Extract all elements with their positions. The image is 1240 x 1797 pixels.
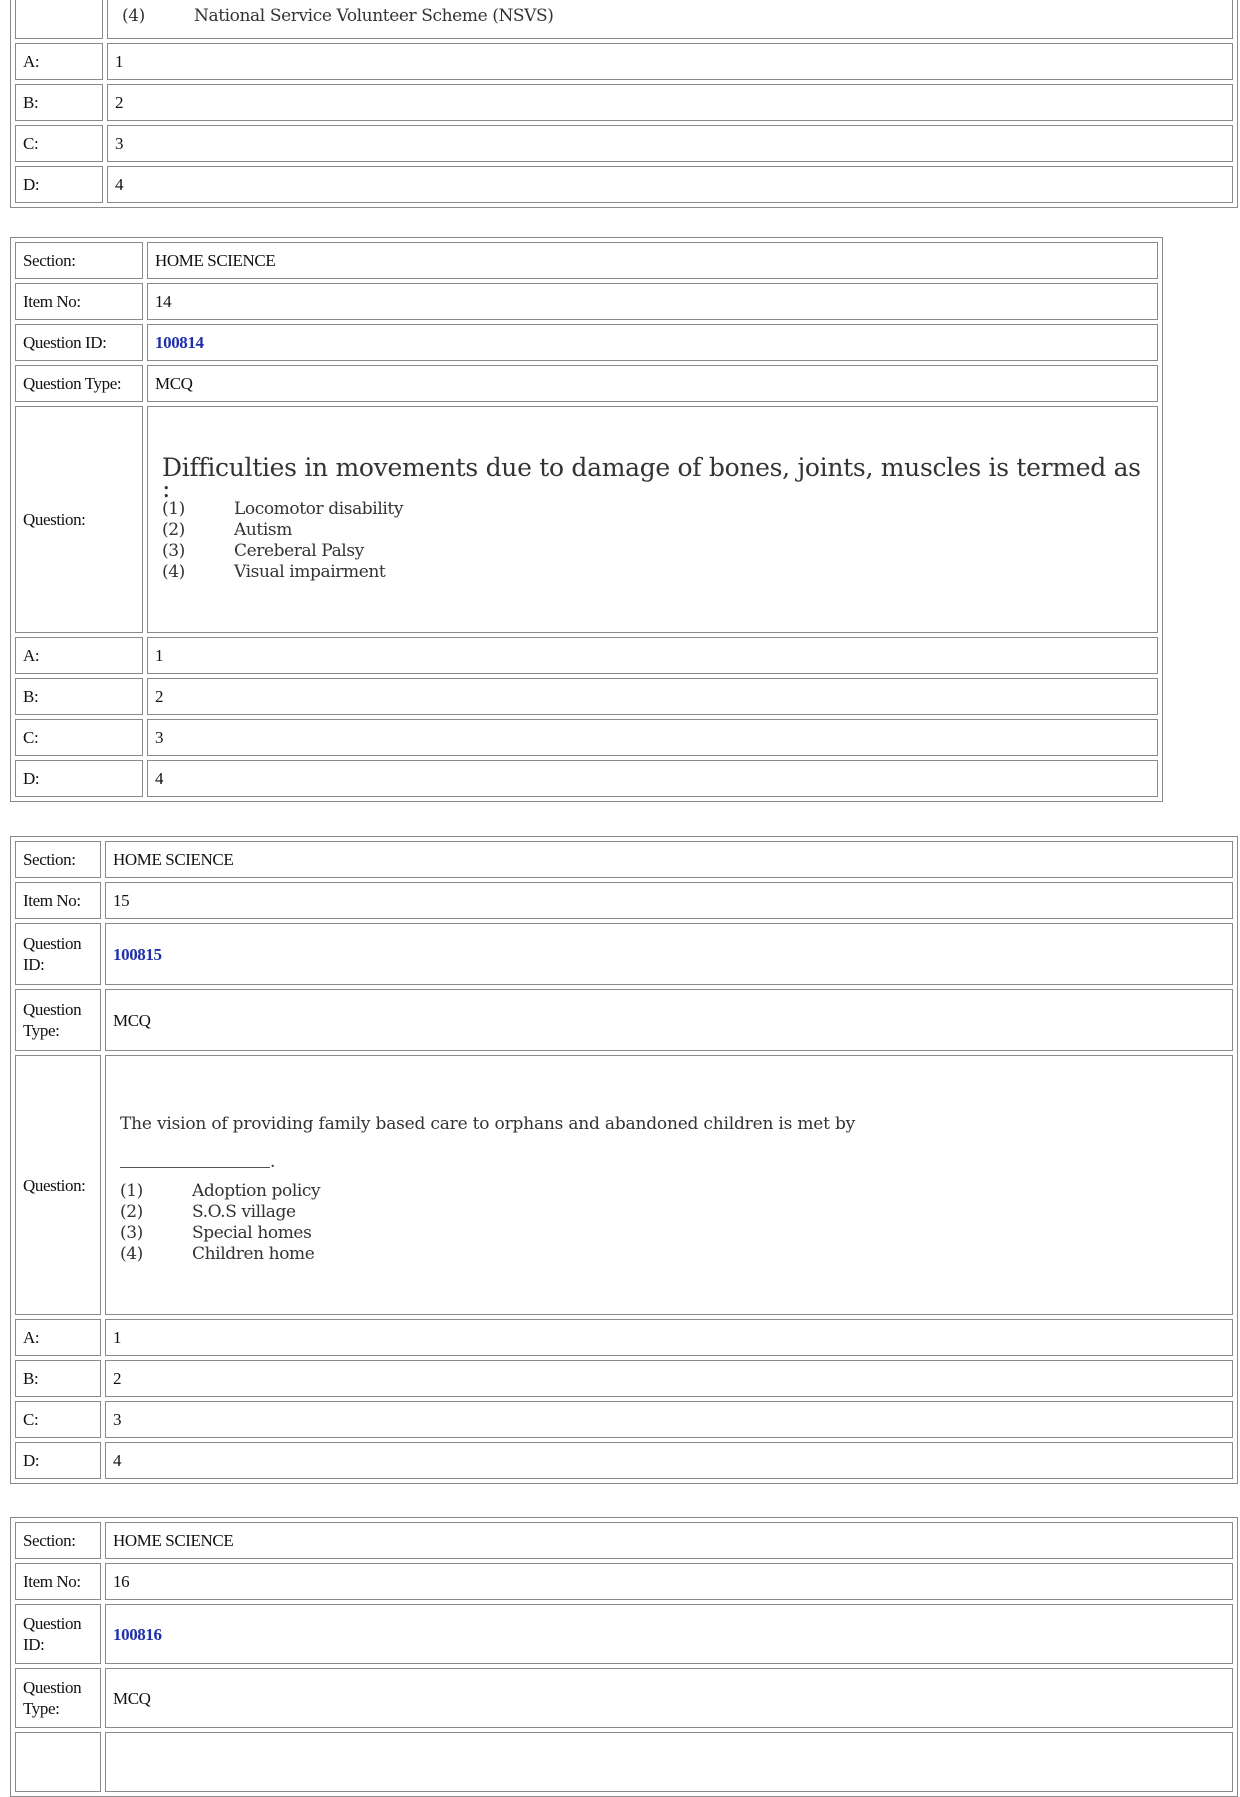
answer-c-value: 3 xyxy=(105,1401,1233,1438)
answer-b-value: 2 xyxy=(147,678,1158,715)
section-value: HOME SCIENCE xyxy=(147,242,1158,279)
option-number: (4) xyxy=(120,1244,143,1264)
question-body xyxy=(105,1055,1233,1315)
option-number: (4) xyxy=(122,5,145,26)
answer-a-value: 1 xyxy=(147,637,1158,674)
question-type-value: MCQ xyxy=(105,1668,1233,1728)
option-text: Cereberal Palsy xyxy=(234,540,364,561)
question-table-13-partial xyxy=(10,0,1238,208)
option-number: (3) xyxy=(120,1223,143,1243)
answer-a-label: A: xyxy=(15,637,143,674)
answer-c-value: 3 xyxy=(147,719,1158,756)
answer-d-value: 4 xyxy=(147,760,1158,797)
answer-d-label: D: xyxy=(15,166,103,203)
question-table-15 xyxy=(10,836,1238,1484)
answer-a-label: A: xyxy=(15,43,103,80)
question-id-value: 100815 xyxy=(105,923,1233,985)
question-label-cell xyxy=(15,1732,101,1792)
option-number: (3) xyxy=(162,540,185,561)
answer-a-value: 1 xyxy=(107,43,1233,80)
option-text: Autism xyxy=(234,519,292,540)
answer-a-value: 1 xyxy=(105,1319,1233,1356)
item-no-label: Item No: xyxy=(15,1563,101,1600)
question-type-label: Question Type: xyxy=(15,365,143,402)
option-2 xyxy=(120,1202,1225,1223)
question-id-value: 100814 xyxy=(147,324,1158,361)
option-number: (2) xyxy=(162,519,185,540)
answer-b-label: B: xyxy=(15,84,103,121)
option-1 xyxy=(120,1181,1225,1202)
item-no-label: Item No: xyxy=(15,882,101,919)
option-text: Visual impairment xyxy=(234,561,386,582)
section-label: Section: xyxy=(15,841,101,878)
question-body-cell xyxy=(107,0,1233,39)
answer-b-label: B: xyxy=(15,678,143,715)
section-label: Section: xyxy=(15,242,143,279)
item-no-label: Item No: xyxy=(15,283,143,320)
answer-d-label: D: xyxy=(15,760,143,797)
question-type-value: MCQ xyxy=(147,365,1158,402)
answer-d-label: D: xyxy=(15,1442,101,1479)
section-label: Section: xyxy=(15,1522,101,1559)
item-no-value: 15 xyxy=(105,882,1233,919)
option-4 xyxy=(162,562,1150,583)
item-no-value: 16 xyxy=(105,1563,1233,1600)
option-number: (4) xyxy=(162,561,185,582)
answer-c-label: C: xyxy=(15,719,143,756)
fill-in-blank xyxy=(120,1163,270,1168)
answer-b-value: 2 xyxy=(105,1360,1233,1397)
question-table-14 xyxy=(10,237,1163,802)
option-text: Locomotor disability xyxy=(234,498,404,519)
question-type-value: MCQ xyxy=(105,989,1233,1051)
question-stem-text: The vision of providing family based care to orphans and abandoned children is met by xyxy=(120,1114,856,1134)
question-id-label: Question ID: xyxy=(15,923,101,985)
question-stem xyxy=(120,1105,1225,1181)
option-text: Adoption policy xyxy=(192,1181,321,1201)
question-stem-end: . xyxy=(270,1152,276,1172)
answer-d-value: 4 xyxy=(105,1442,1233,1479)
answer-a-label: A: xyxy=(15,1319,101,1356)
option-text: Special homes xyxy=(192,1223,312,1243)
answer-b-label: B: xyxy=(15,1360,101,1397)
option-text: S.O.S village xyxy=(192,1202,296,1222)
option-number: (1) xyxy=(162,498,185,519)
option-1 xyxy=(162,499,1150,520)
option-text: National Service Volunteer Scheme (NSVS) xyxy=(194,5,554,26)
question-label-cell xyxy=(15,0,103,39)
question-label: Question: xyxy=(15,1055,101,1315)
option-number: (2) xyxy=(120,1202,143,1222)
question-table-16 xyxy=(10,1517,1238,1797)
question-body xyxy=(147,406,1158,633)
section-value: HOME SCIENCE xyxy=(105,841,1233,878)
answer-b-value: 2 xyxy=(107,84,1233,121)
option-4 xyxy=(122,6,1225,27)
option-3 xyxy=(120,1223,1225,1244)
question-id-value: 100816 xyxy=(105,1604,1233,1664)
item-no-value: 14 xyxy=(147,283,1158,320)
question-body-cell xyxy=(105,1732,1233,1792)
option-4 xyxy=(120,1244,1225,1265)
question-type-label: Question Type: xyxy=(15,989,101,1051)
option-3 xyxy=(162,541,1150,562)
question-stem: Difficulties in movements due to damage of bones, joints, muscles is termed as : xyxy=(162,452,1141,503)
answer-c-label: C: xyxy=(15,125,103,162)
question-label: Question: xyxy=(15,406,143,633)
option-text: Children home xyxy=(192,1244,315,1264)
answer-c-label: C: xyxy=(15,1401,101,1438)
question-type-label: Question Type: xyxy=(15,1668,101,1728)
answer-c-value: 3 xyxy=(107,125,1233,162)
answer-d-value: 4 xyxy=(107,166,1233,203)
option-number: (1) xyxy=(120,1181,143,1201)
section-value: HOME SCIENCE xyxy=(105,1522,1233,1559)
question-id-label: Question ID: xyxy=(15,1604,101,1664)
option-2 xyxy=(162,520,1150,541)
question-id-label: Question ID: xyxy=(15,324,143,361)
